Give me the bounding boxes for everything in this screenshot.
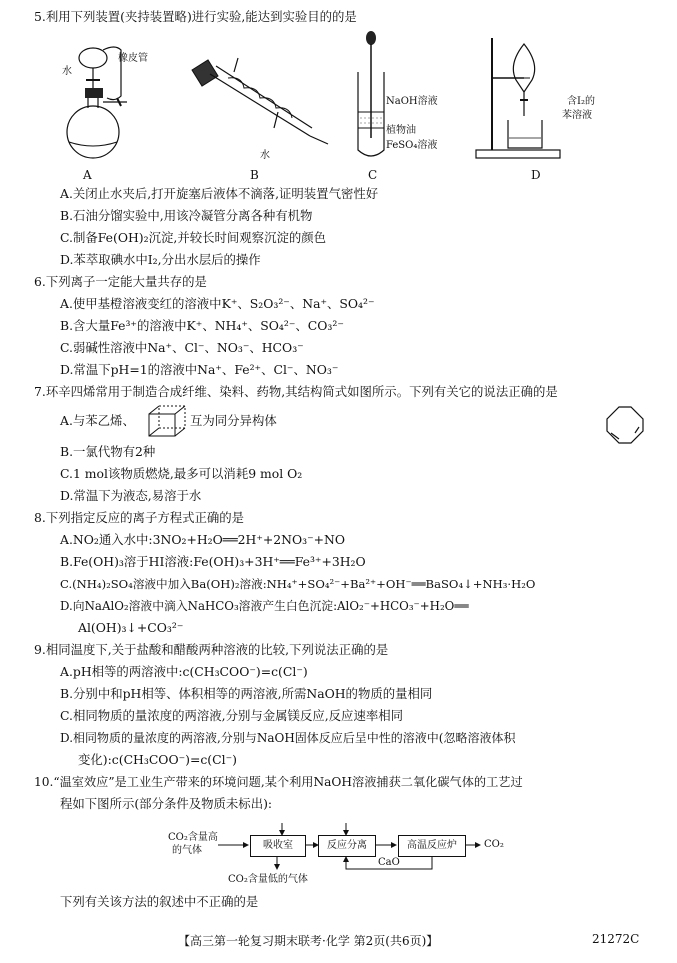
q10-stem-line1: 10.“温室效应”是工业生产带来的环境问题,某个利用NaOH溶液捕获二氧化碳气体的工艺过	[34, 775, 523, 789]
q6-option-b: B.含大量Fe³⁺的溶液中K⁺、NH₄⁺、SO₄²⁻、CO₃²⁻	[60, 318, 344, 333]
q5-option-a: A.关闭止水夹后,打开旋塞后液体不滴落,证明装置气密性好	[60, 186, 379, 201]
q8-stem: 8.下列指定反应的离子方程式正确的是	[34, 510, 245, 525]
q7-option-b: B.一氯代物有2种	[60, 444, 156, 459]
flow-input-line1: CO₂含量高	[168, 832, 218, 843]
apparatus-a-water-label: 水	[62, 66, 72, 77]
q6-option-d: D.常温下pH=1的溶液中Na⁺、Fe²⁺、Cl⁻、NO₃⁻	[60, 362, 339, 377]
q9-option-b: B.分别中和pH相等、体积相等的两溶液,所需NaOH的物质的量相同	[60, 686, 433, 701]
apparatus-b-figure	[182, 48, 332, 158]
q8-option-b: B.Fe(OH)₃溶于HI溶液:Fe(OH)₃+3H⁺══Fe³⁺+3H₂O	[60, 554, 366, 569]
q5-option-c: C.制备Fe(OH)₂沉淀,并较长时间观察沉淀的颜色	[60, 230, 327, 245]
q7-option-a-suffix: 互为同分异构体	[190, 413, 277, 428]
q5-stem: 5.利用下列装置(夹持装置略)进行实验,能达到实验目的的是	[34, 9, 357, 24]
q7-option-c: C.1 mol该物质燃烧,最多可以消耗9 mol O₂	[60, 466, 303, 481]
flow-input-line2: 的气体	[172, 845, 202, 856]
apparatus-c-oil-label: 植物油	[386, 125, 416, 136]
q5-option-d: D.苯萃取碘水中I₂,分出水层后的操作	[60, 252, 261, 267]
q8-option-a: A.NO₂通入水中:3NO₂+H₂O══2H⁺+2NO₃⁻+NO	[60, 532, 346, 547]
q9-option-c: C.相同物质的量浓度的两溶液,分别与金属镁反应,反应速率相同	[60, 708, 404, 723]
page-footer-info: 【高三第一轮复习期末联考·化学 第2页(共6页)】	[178, 934, 439, 948]
caption-a: A	[83, 168, 92, 182]
apparatus-d-label-line2: 苯溶液	[562, 110, 592, 121]
q7-stem: 7.环辛四烯常用于制造合成纤维、染料、药物,其结构简式如图所示。下列有关它的说法正确的是	[34, 384, 558, 399]
apparatus-a-rubber-tube-label: 橡皮管	[118, 53, 148, 64]
page-footer-code: 21272C	[592, 932, 640, 946]
q6-option-c: C.弱碱性溶液中Na⁺、Cl⁻、NO₃⁻、HCO₃⁻	[60, 340, 304, 355]
q10-stem-line2: 程如下图所示(部分条件及物质未标出):	[60, 796, 273, 811]
q5-option-b: B.石油分馏实验中,用该冷凝管分离各种有机物	[60, 208, 313, 223]
q8-option-c: C.(NH₄)₂SO₄溶液中加入Ba(OH)₂溶液:NH₄⁺+SO₄²⁻+Ba²⁺+OH⁻══BaSO₄↓+NH₃·H₂O	[60, 577, 536, 591]
caption-d: D	[531, 168, 541, 182]
q7-option-d: D.常温下为液态,易溶于水	[60, 488, 202, 503]
q7-option-a-prefix: A.与苯乙烯、	[60, 413, 135, 428]
q8-option-d-continued: Al(OH)₃↓+CO₃²⁻	[78, 620, 184, 635]
cubane-structure-icon	[147, 404, 189, 438]
flow-separation-box: 反应分离	[318, 835, 376, 857]
flow-output-label: CO₂	[484, 839, 504, 850]
apparatus-d-figure	[472, 34, 562, 164]
q9-option-d: D.相同物质的量浓度的两溶液,分别与NaOH固体反应后呈中性的溶液中(忽略溶液体积	[60, 731, 516, 745]
flow-cao-label: CaO	[378, 857, 400, 868]
flow-absorber-box: 吸收室	[250, 835, 306, 857]
q8-option-d: D.向NaAlO₂溶液中滴入NaHCO₃溶液产生白色沉淀:AlO₂⁻+HCO₃⁻+H₂O══	[60, 599, 469, 613]
q6-option-a: A.使甲基橙溶液变红的溶液中K⁺、S₂O₃²⁻、Na⁺、SO₄²⁻	[60, 296, 375, 311]
apparatus-c-figure	[350, 28, 390, 163]
apparatus-d-label-line1: 含I₂的	[567, 96, 595, 107]
apparatus-b-water-label: 水	[260, 150, 270, 161]
q9-stem: 9.相同温度下,关于盐酸和醋酸两种溶液的比较,下列说法正确的是	[34, 642, 389, 657]
caption-c: C	[368, 168, 378, 182]
flow-furnace-box: 高温反应炉	[398, 835, 466, 857]
flow-low-gas-label: CO₂含量低的气体	[228, 874, 308, 885]
apparatus-c-feso4-label: FeSO₄溶液	[386, 140, 438, 151]
q9-option-a: A.pH相等的两溶液中:c(CH₃COO⁻)=c(Cl⁻)	[60, 664, 308, 679]
q10-tail: 下列有关该方法的叙述中不正确的是	[60, 894, 259, 909]
apparatus-c-naoh-label: NaOH溶液	[386, 96, 438, 107]
cyclooctatetraene-structure-icon	[605, 405, 645, 445]
q9-option-d-continued: 变化):c(CH₃COO⁻)=c(Cl⁻)	[78, 752, 237, 767]
caption-b: B	[250, 168, 259, 182]
q6-stem: 6.下列离子一定能大量共存的是	[34, 274, 207, 289]
